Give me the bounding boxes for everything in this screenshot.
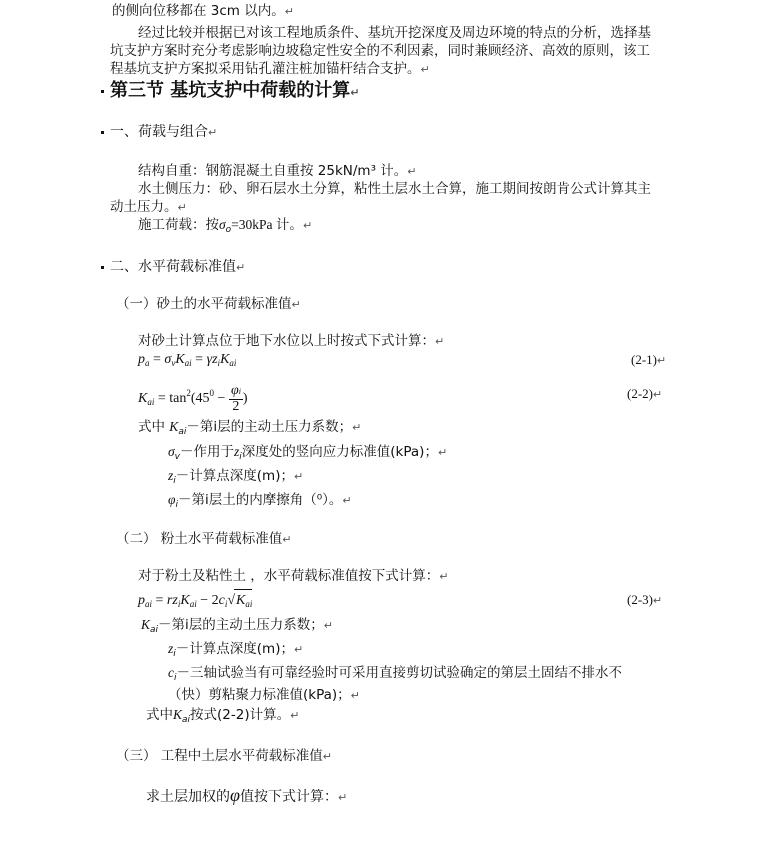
cohesion-definition-line-1: $c_i-$三轴试验当有可靠经验时可采用直接剪切试验确定的第层土固结不排水不 [168,665,623,683]
section-title: 第三节 基坑支护中荷载的计算↵ [101,79,359,105]
ka-definition: 式中 $K_{ai}-$第i层的主动土压力系数；↵ [138,419,362,437]
z-definition: $z_i-$计算点深度(m)；↵ [168,468,304,486]
equation-2-3: $p_{ai} = rz_iK_{ai} - 2c_i√K_{ai}$ [138,589,252,615]
equation-number-2-1: (2-1)↵ [631,352,667,367]
intro-para-line-2: 坑支护方案时充分考虑影响边坡稳定性安全的不利因素，同时兼顾经济、高效的原则，该工 [110,43,650,59]
intro-para-line-3: 程基坑支护方案拟采用钻孔灌注桩加锚杆结合支护。↵ [110,61,430,77]
heading-loads: 一、荷载与组合↵ [101,123,217,142]
bullet-marker [101,266,104,269]
silt-intro: 对于粉土及粘性土 ，水平荷载标准值按下式计算：↵ [138,568,449,584]
intro-para-line-1: 经过比较并根据已对该工程地质条件、基坑开挖深度及周边环境的特点的分析，选择基 [138,25,651,41]
silt-z-definition: $z_i-$计算点深度(m)；↵ [168,641,304,659]
silt-ka-definition: $K_{ai}-$第i层的主动土压力系数；↵ [141,617,334,635]
self-weight-line: 结构自重：钢筋混凝土自重按 25kN/m³ 计。↵ [138,163,417,179]
sigma-v-definition: $\sigma_v-$作用于$z_i$深度处的竖向应力标准值(kPa)；↵ [168,444,448,462]
intro-line-1: 的侧向位移都在 3cm 以内。↵ [112,3,294,19]
heading-horizontal-load: 二、水平荷载标准值↵ [101,258,245,277]
equation-number-2-3: (2-3)↵ [627,592,663,607]
sand-intro: 对砂土计算点位于地下水位以上时按式下式计算：↵ [138,333,445,349]
weighted-phi-intro: 求土层加权的φ值按下式计算：↵ [146,785,348,805]
construction-load-line: 施工荷载：按$\sigma_o=30kPa$ 计。↵ [138,217,313,235]
earth-pressure-line-1: 水土侧压力：砂、卵石层水土分算，粘性土层水土合算，施工期间按朗肯公式计算其主 [138,181,651,197]
ka-reference-line: 式中$K_{ai}$按式(2-2)计算。↵ [146,707,300,725]
bullet-marker [101,131,104,134]
earth-pressure-line-2: 动土压力。↵ [110,199,187,215]
subheading-silt: （二） 粉土水平荷载标准值↵ [116,531,292,547]
phi-definition: $\varphi_i-$第i层土的内摩擦角（⁰）。↵ [168,492,352,510]
subheading-layer: （三） 工程中土层水平荷载标准值↵ [116,748,333,764]
subheading-sand: （一）砂土的水平荷载标准值↵ [116,296,301,312]
equation-2-1: $p_a = \sigma_vK_{ai} = \gamma z_iK_{ai}$ [138,352,237,368]
equation-2-2: $K_{ai} = \tan^2(45^0$ − $\frac{\varphi i}{2}$ ) [138,382,248,414]
bullet-marker [101,90,104,93]
equation-number-2-2: (2-2)↵ [627,386,663,401]
cohesion-definition-line-2: （快）剪粘聚力标准值(kPa)；↵ [168,687,360,703]
